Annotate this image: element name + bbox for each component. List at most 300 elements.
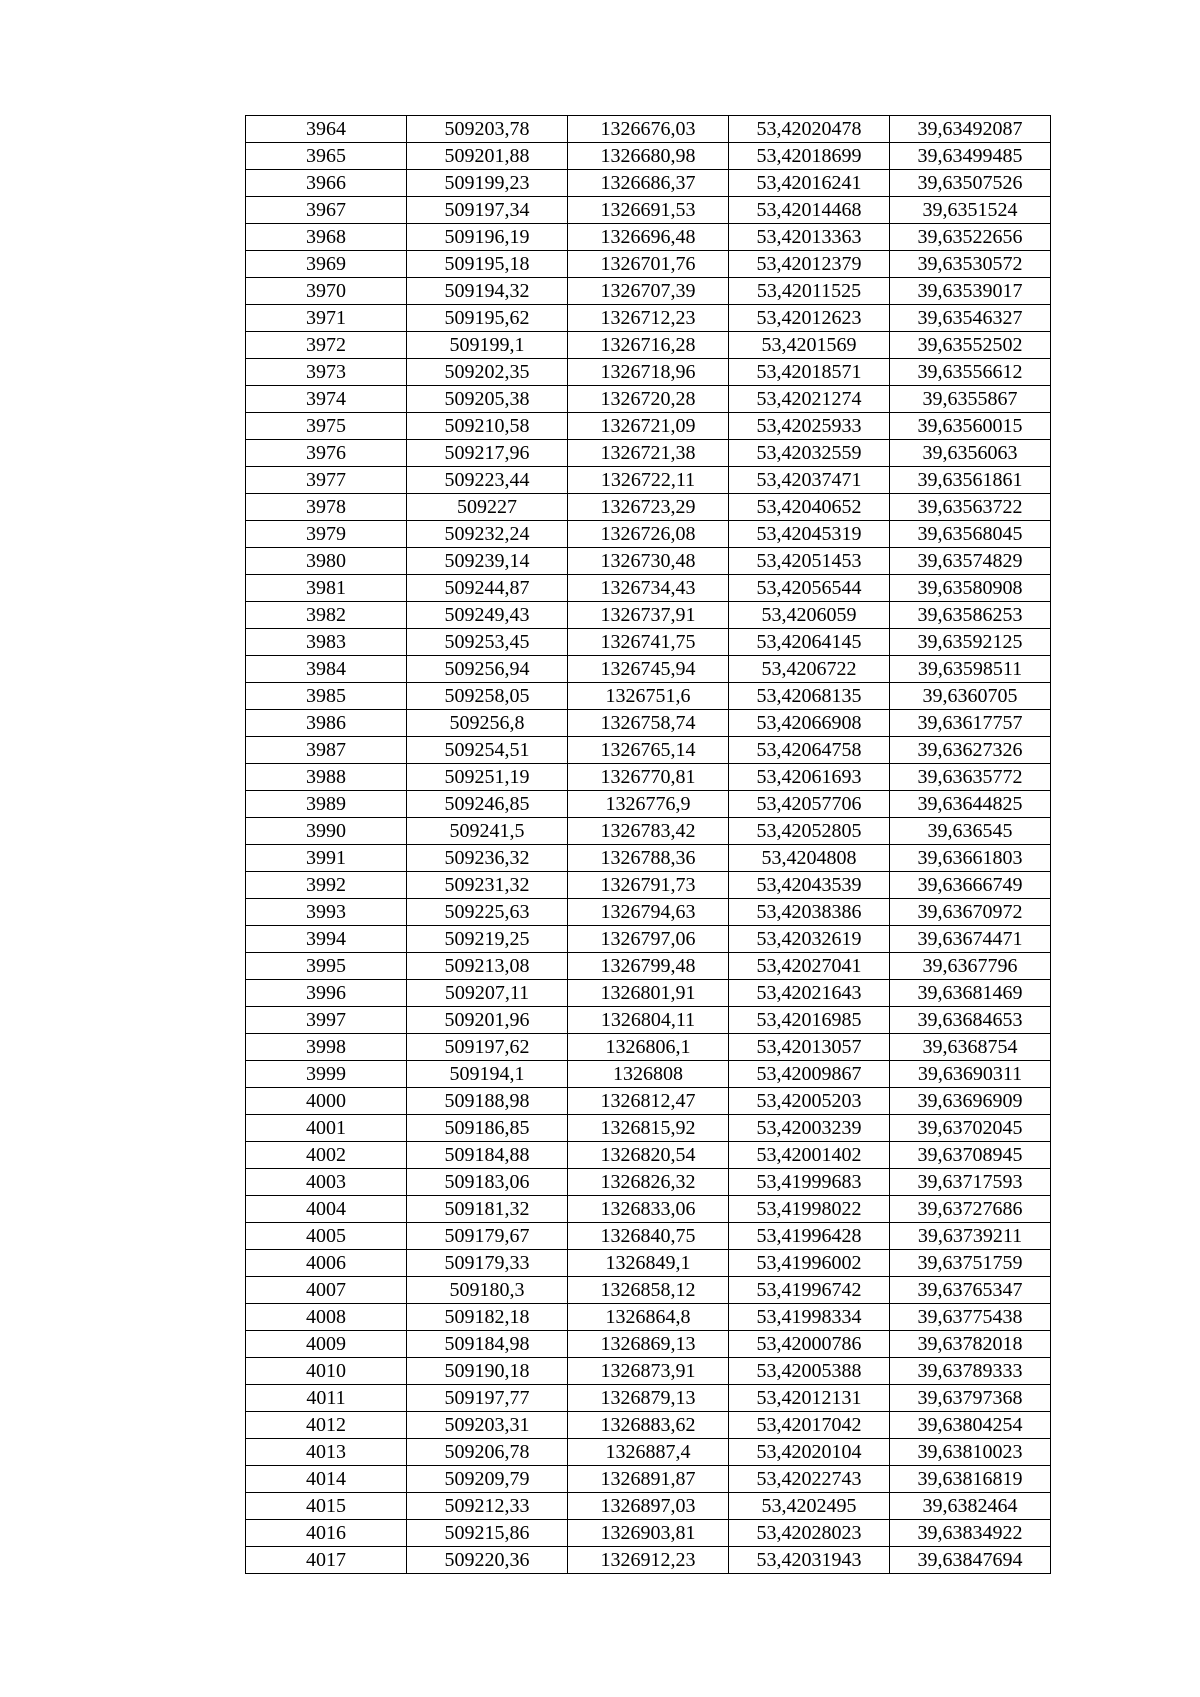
point-number-cell: 4003 <box>246 1169 407 1196</box>
longitude-cell: 39,63580908 <box>890 575 1051 602</box>
x-coordinate-cell: 509194,1 <box>407 1061 568 1088</box>
x-coordinate-cell: 509236,32 <box>407 845 568 872</box>
latitude-cell: 53,42017042 <box>729 1412 890 1439</box>
y-coordinate-cell: 1326869,13 <box>568 1331 729 1358</box>
longitude-cell: 39,63681469 <box>890 980 1051 1007</box>
point-number-cell: 4001 <box>246 1115 407 1142</box>
y-coordinate-cell: 1326720,28 <box>568 386 729 413</box>
point-number-cell: 4016 <box>246 1520 407 1547</box>
table-row <box>246 305 1051 332</box>
y-coordinate-cell: 1326833,06 <box>568 1196 729 1223</box>
longitude-cell: 39,63717593 <box>890 1169 1051 1196</box>
latitude-cell: 53,42032619 <box>729 926 890 953</box>
x-coordinate-cell: 509188,98 <box>407 1088 568 1115</box>
point-number-cell: 3973 <box>246 359 407 386</box>
latitude-cell: 53,42005388 <box>729 1358 890 1385</box>
longitude-cell: 39,6351524 <box>890 197 1051 224</box>
y-coordinate-cell: 1326891,87 <box>568 1466 729 1493</box>
longitude-cell: 39,63684653 <box>890 1007 1051 1034</box>
y-coordinate-cell: 1326721,09 <box>568 413 729 440</box>
y-coordinate-cell: 1326734,43 <box>568 575 729 602</box>
y-coordinate-cell: 1326783,42 <box>568 818 729 845</box>
x-coordinate-cell: 509254,51 <box>407 737 568 764</box>
latitude-cell: 53,42012131 <box>729 1385 890 1412</box>
x-coordinate-cell: 509202,35 <box>407 359 568 386</box>
x-coordinate-cell: 509205,38 <box>407 386 568 413</box>
x-coordinate-cell: 509179,33 <box>407 1250 568 1277</box>
x-coordinate-cell: 509184,98 <box>407 1331 568 1358</box>
table-row <box>246 1061 1051 1088</box>
latitude-cell: 53,41996742 <box>729 1277 890 1304</box>
latitude-cell: 53,42045319 <box>729 521 890 548</box>
latitude-cell: 53,42052805 <box>729 818 890 845</box>
longitude-cell: 39,63810023 <box>890 1439 1051 1466</box>
latitude-cell: 53,42001402 <box>729 1142 890 1169</box>
y-coordinate-cell: 1326716,28 <box>568 332 729 359</box>
point-number-cell: 3972 <box>246 332 407 359</box>
point-number-cell: 3971 <box>246 305 407 332</box>
latitude-cell: 53,42064145 <box>729 629 890 656</box>
y-coordinate-cell: 1326758,74 <box>568 710 729 737</box>
table-row <box>246 494 1051 521</box>
table-row <box>246 332 1051 359</box>
longitude-cell: 39,63661803 <box>890 845 1051 872</box>
longitude-cell: 39,63635772 <box>890 764 1051 791</box>
x-coordinate-cell: 509196,19 <box>407 224 568 251</box>
x-coordinate-cell: 509210,58 <box>407 413 568 440</box>
point-number-cell: 4006 <box>246 1250 407 1277</box>
longitude-cell: 39,63552502 <box>890 332 1051 359</box>
latitude-cell: 53,42068135 <box>729 683 890 710</box>
table-row <box>246 1277 1051 1304</box>
table-row <box>246 818 1051 845</box>
point-number-cell: 3976 <box>246 440 407 467</box>
longitude-cell: 39,63782018 <box>890 1331 1051 1358</box>
table-row <box>246 872 1051 899</box>
table-row <box>246 359 1051 386</box>
y-coordinate-cell: 1326794,63 <box>568 899 729 926</box>
y-coordinate-cell: 1326820,54 <box>568 1142 729 1169</box>
table-row <box>246 683 1051 710</box>
point-number-cell: 4002 <box>246 1142 407 1169</box>
point-number-cell: 3979 <box>246 521 407 548</box>
point-number-cell: 4010 <box>246 1358 407 1385</box>
latitude-cell: 53,42040652 <box>729 494 890 521</box>
table-row <box>246 1196 1051 1223</box>
point-number-cell: 3975 <box>246 413 407 440</box>
point-number-cell: 3965 <box>246 143 407 170</box>
longitude-cell: 39,63563722 <box>890 494 1051 521</box>
point-number-cell: 3986 <box>246 710 407 737</box>
latitude-cell: 53,42066908 <box>729 710 890 737</box>
point-number-cell: 3969 <box>246 251 407 278</box>
point-number-cell: 3980 <box>246 548 407 575</box>
point-number-cell: 4014 <box>246 1466 407 1493</box>
longitude-cell: 39,63816819 <box>890 1466 1051 1493</box>
point-number-cell: 4008 <box>246 1304 407 1331</box>
longitude-cell: 39,63847694 <box>890 1547 1051 1574</box>
x-coordinate-cell: 509249,43 <box>407 602 568 629</box>
point-number-cell: 3970 <box>246 278 407 305</box>
table-row <box>246 440 1051 467</box>
latitude-cell: 53,42009867 <box>729 1061 890 1088</box>
table-row <box>246 899 1051 926</box>
point-number-cell: 3966 <box>246 170 407 197</box>
x-coordinate-cell: 509197,62 <box>407 1034 568 1061</box>
y-coordinate-cell: 1326707,39 <box>568 278 729 305</box>
y-coordinate-cell: 1326737,91 <box>568 602 729 629</box>
y-coordinate-cell: 1326696,48 <box>568 224 729 251</box>
point-number-cell: 3998 <box>246 1034 407 1061</box>
y-coordinate-cell: 1326801,91 <box>568 980 729 1007</box>
point-number-cell: 3968 <box>246 224 407 251</box>
y-coordinate-cell: 1326741,75 <box>568 629 729 656</box>
y-coordinate-cell: 1326718,96 <box>568 359 729 386</box>
longitude-cell: 39,63708945 <box>890 1142 1051 1169</box>
y-coordinate-cell: 1326815,92 <box>568 1115 729 1142</box>
x-coordinate-cell: 509253,45 <box>407 629 568 656</box>
longitude-cell: 39,63560015 <box>890 413 1051 440</box>
longitude-cell: 39,63499485 <box>890 143 1051 170</box>
x-coordinate-cell: 509212,33 <box>407 1493 568 1520</box>
point-number-cell: 4009 <box>246 1331 407 1358</box>
longitude-cell: 39,63670972 <box>890 899 1051 926</box>
x-coordinate-cell: 509258,05 <box>407 683 568 710</box>
table-row <box>246 980 1051 1007</box>
longitude-cell: 39,63561861 <box>890 467 1051 494</box>
x-coordinate-cell: 509219,25 <box>407 926 568 953</box>
point-number-cell: 4004 <box>246 1196 407 1223</box>
latitude-cell: 53,4204808 <box>729 845 890 872</box>
longitude-cell: 39,63586253 <box>890 602 1051 629</box>
point-number-cell: 3984 <box>246 656 407 683</box>
y-coordinate-cell: 1326788,36 <box>568 845 729 872</box>
y-coordinate-cell: 1326770,81 <box>568 764 729 791</box>
x-coordinate-cell: 509241,5 <box>407 818 568 845</box>
latitude-cell: 53,42005203 <box>729 1088 890 1115</box>
longitude-cell: 39,63644825 <box>890 791 1051 818</box>
y-coordinate-cell: 1326680,98 <box>568 143 729 170</box>
table-row <box>246 575 1051 602</box>
longitude-cell: 39,63739211 <box>890 1223 1051 1250</box>
table-row <box>246 1115 1051 1142</box>
latitude-cell: 53,42056544 <box>729 575 890 602</box>
latitude-cell: 53,42057706 <box>729 791 890 818</box>
y-coordinate-cell: 1326730,48 <box>568 548 729 575</box>
coordinates-table-body <box>246 116 1051 1574</box>
x-coordinate-cell: 509197,34 <box>407 197 568 224</box>
point-number-cell: 3992 <box>246 872 407 899</box>
latitude-cell: 53,42014468 <box>729 197 890 224</box>
latitude-cell: 53,42018699 <box>729 143 890 170</box>
table-row <box>246 1223 1051 1250</box>
latitude-cell: 53,42043539 <box>729 872 890 899</box>
x-coordinate-cell: 509206,78 <box>407 1439 568 1466</box>
table-row <box>246 1439 1051 1466</box>
x-coordinate-cell: 509194,32 <box>407 278 568 305</box>
point-number-cell: 4007 <box>246 1277 407 1304</box>
table-row <box>246 548 1051 575</box>
longitude-cell: 39,63574829 <box>890 548 1051 575</box>
latitude-cell: 53,4206059 <box>729 602 890 629</box>
point-number-cell: 3985 <box>246 683 407 710</box>
x-coordinate-cell: 509195,18 <box>407 251 568 278</box>
longitude-cell: 39,63702045 <box>890 1115 1051 1142</box>
x-coordinate-cell: 509213,08 <box>407 953 568 980</box>
longitude-cell: 39,63507526 <box>890 170 1051 197</box>
x-coordinate-cell: 509231,32 <box>407 872 568 899</box>
table-row <box>246 845 1051 872</box>
latitude-cell: 53,41996428 <box>729 1223 890 1250</box>
longitude-cell: 39,63674471 <box>890 926 1051 953</box>
x-coordinate-cell: 509184,88 <box>407 1142 568 1169</box>
point-number-cell: 4013 <box>246 1439 407 1466</box>
table-row <box>246 1520 1051 1547</box>
x-coordinate-cell: 509256,94 <box>407 656 568 683</box>
point-number-cell: 3967 <box>246 197 407 224</box>
y-coordinate-cell: 1326873,91 <box>568 1358 729 1385</box>
x-coordinate-cell: 509179,67 <box>407 1223 568 1250</box>
longitude-cell: 39,6360705 <box>890 683 1051 710</box>
x-coordinate-cell: 509232,24 <box>407 521 568 548</box>
y-coordinate-cell: 1326701,76 <box>568 251 729 278</box>
latitude-cell: 53,42022743 <box>729 1466 890 1493</box>
x-coordinate-cell: 509209,79 <box>407 1466 568 1493</box>
y-coordinate-cell: 1326812,47 <box>568 1088 729 1115</box>
longitude-cell: 39,63598511 <box>890 656 1051 683</box>
point-number-cell: 3983 <box>246 629 407 656</box>
x-coordinate-cell: 509244,87 <box>407 575 568 602</box>
x-coordinate-cell: 509186,85 <box>407 1115 568 1142</box>
table-row <box>246 1466 1051 1493</box>
point-number-cell: 3999 <box>246 1061 407 1088</box>
table-row <box>246 1250 1051 1277</box>
x-coordinate-cell: 509183,06 <box>407 1169 568 1196</box>
latitude-cell: 53,42003239 <box>729 1115 890 1142</box>
point-number-cell: 3988 <box>246 764 407 791</box>
point-number-cell: 3981 <box>246 575 407 602</box>
table-row <box>246 1169 1051 1196</box>
x-coordinate-cell: 509227 <box>407 494 568 521</box>
y-coordinate-cell: 1326887,4 <box>568 1439 729 1466</box>
longitude-cell: 39,63627326 <box>890 737 1051 764</box>
latitude-cell: 53,42031943 <box>729 1547 890 1574</box>
longitude-cell: 39,6367796 <box>890 953 1051 980</box>
point-number-cell: 4015 <box>246 1493 407 1520</box>
y-coordinate-cell: 1326879,13 <box>568 1385 729 1412</box>
latitude-cell: 53,41998022 <box>729 1196 890 1223</box>
point-number-cell: 3978 <box>246 494 407 521</box>
x-coordinate-cell: 509203,31 <box>407 1412 568 1439</box>
y-coordinate-cell: 1326776,9 <box>568 791 729 818</box>
longitude-cell: 39,6368754 <box>890 1034 1051 1061</box>
table-row <box>246 1412 1051 1439</box>
latitude-cell: 53,4202495 <box>729 1493 890 1520</box>
y-coordinate-cell: 1326912,23 <box>568 1547 729 1574</box>
x-coordinate-cell: 509199,1 <box>407 332 568 359</box>
longitude-cell: 39,636545 <box>890 818 1051 845</box>
point-number-cell: 3997 <box>246 1007 407 1034</box>
y-coordinate-cell: 1326691,53 <box>568 197 729 224</box>
point-number-cell: 4000 <box>246 1088 407 1115</box>
table-row <box>246 1304 1051 1331</box>
longitude-cell: 39,63546327 <box>890 305 1051 332</box>
coordinates-table <box>245 115 1051 1574</box>
y-coordinate-cell: 1326686,37 <box>568 170 729 197</box>
point-number-cell: 3987 <box>246 737 407 764</box>
y-coordinate-cell: 1326858,12 <box>568 1277 729 1304</box>
latitude-cell: 53,41998334 <box>729 1304 890 1331</box>
longitude-cell: 39,63492087 <box>890 116 1051 143</box>
longitude-cell: 39,63834922 <box>890 1520 1051 1547</box>
y-coordinate-cell: 1326826,32 <box>568 1169 729 1196</box>
y-coordinate-cell: 1326722,11 <box>568 467 729 494</box>
latitude-cell: 53,42021643 <box>729 980 890 1007</box>
table-row <box>246 1142 1051 1169</box>
x-coordinate-cell: 509180,3 <box>407 1277 568 1304</box>
y-coordinate-cell: 1326864,8 <box>568 1304 729 1331</box>
longitude-cell: 39,63727686 <box>890 1196 1051 1223</box>
y-coordinate-cell: 1326797,06 <box>568 926 729 953</box>
x-coordinate-cell: 509223,44 <box>407 467 568 494</box>
table-row <box>246 926 1051 953</box>
longitude-cell: 39,63690311 <box>890 1061 1051 1088</box>
table-row <box>246 251 1051 278</box>
point-number-cell: 3994 <box>246 926 407 953</box>
x-coordinate-cell: 509220,36 <box>407 1547 568 1574</box>
table-row <box>246 521 1051 548</box>
table-row <box>246 1547 1051 1574</box>
longitude-cell: 39,63592125 <box>890 629 1051 656</box>
table-row <box>246 413 1051 440</box>
longitude-cell: 39,63789333 <box>890 1358 1051 1385</box>
latitude-cell: 53,41996002 <box>729 1250 890 1277</box>
point-number-cell: 3991 <box>246 845 407 872</box>
latitude-cell: 53,42061693 <box>729 764 890 791</box>
point-number-cell: 3989 <box>246 791 407 818</box>
x-coordinate-cell: 509256,8 <box>407 710 568 737</box>
point-number-cell: 3974 <box>246 386 407 413</box>
latitude-cell: 53,42012623 <box>729 305 890 332</box>
table-row <box>246 1493 1051 1520</box>
point-number-cell: 3977 <box>246 467 407 494</box>
y-coordinate-cell: 1326726,08 <box>568 521 729 548</box>
x-coordinate-cell: 509203,78 <box>407 116 568 143</box>
table-row <box>246 170 1051 197</box>
x-coordinate-cell: 509201,88 <box>407 143 568 170</box>
latitude-cell: 53,4206722 <box>729 656 890 683</box>
table-row <box>246 197 1051 224</box>
latitude-cell: 53,42018571 <box>729 359 890 386</box>
table-row <box>246 1007 1051 1034</box>
longitude-cell: 39,63765347 <box>890 1277 1051 1304</box>
longitude-cell: 39,63804254 <box>890 1412 1051 1439</box>
table-row <box>246 116 1051 143</box>
table-row <box>246 386 1051 413</box>
x-coordinate-cell: 509251,19 <box>407 764 568 791</box>
x-coordinate-cell: 509199,23 <box>407 170 568 197</box>
x-coordinate-cell: 509197,77 <box>407 1385 568 1412</box>
x-coordinate-cell: 509207,11 <box>407 980 568 1007</box>
longitude-cell: 39,63530572 <box>890 251 1051 278</box>
longitude-cell: 39,63696909 <box>890 1088 1051 1115</box>
latitude-cell: 53,42016241 <box>729 170 890 197</box>
table-row <box>246 629 1051 656</box>
table-row <box>246 602 1051 629</box>
latitude-cell: 53,42016985 <box>729 1007 890 1034</box>
latitude-cell: 53,42027041 <box>729 953 890 980</box>
x-coordinate-cell: 509201,96 <box>407 1007 568 1034</box>
x-coordinate-cell: 509246,85 <box>407 791 568 818</box>
y-coordinate-cell: 1326897,03 <box>568 1493 729 1520</box>
longitude-cell: 39,63617757 <box>890 710 1051 737</box>
y-coordinate-cell: 1326806,1 <box>568 1034 729 1061</box>
point-number-cell: 4005 <box>246 1223 407 1250</box>
table-row <box>246 710 1051 737</box>
latitude-cell: 53,42038386 <box>729 899 890 926</box>
y-coordinate-cell: 1326799,48 <box>568 953 729 980</box>
point-number-cell: 3990 <box>246 818 407 845</box>
latitude-cell: 53,42037471 <box>729 467 890 494</box>
longitude-cell: 39,63666749 <box>890 872 1051 899</box>
table-row <box>246 953 1051 980</box>
point-number-cell: 3982 <box>246 602 407 629</box>
latitude-cell: 53,42025933 <box>729 413 890 440</box>
y-coordinate-cell: 1326712,23 <box>568 305 729 332</box>
longitude-cell: 39,6356063 <box>890 440 1051 467</box>
y-coordinate-cell: 1326676,03 <box>568 116 729 143</box>
point-number-cell: 3993 <box>246 899 407 926</box>
latitude-cell: 53,4201569 <box>729 332 890 359</box>
table-row <box>246 1331 1051 1358</box>
latitude-cell: 53,41999683 <box>729 1169 890 1196</box>
x-coordinate-cell: 509215,86 <box>407 1520 568 1547</box>
table-row <box>246 737 1051 764</box>
x-coordinate-cell: 509225,63 <box>407 899 568 926</box>
longitude-cell: 39,6355867 <box>890 386 1051 413</box>
y-coordinate-cell: 1326808 <box>568 1061 729 1088</box>
y-coordinate-cell: 1326903,81 <box>568 1520 729 1547</box>
point-number-cell: 4017 <box>246 1547 407 1574</box>
table-row <box>246 764 1051 791</box>
y-coordinate-cell: 1326723,29 <box>568 494 729 521</box>
latitude-cell: 53,42032559 <box>729 440 890 467</box>
x-coordinate-cell: 509182,18 <box>407 1304 568 1331</box>
y-coordinate-cell: 1326849,1 <box>568 1250 729 1277</box>
table-row <box>246 143 1051 170</box>
point-number-cell: 4011 <box>246 1385 407 1412</box>
latitude-cell: 53,42020478 <box>729 116 890 143</box>
latitude-cell: 53,42064758 <box>729 737 890 764</box>
table-row <box>246 1088 1051 1115</box>
table-row <box>246 791 1051 818</box>
y-coordinate-cell: 1326804,11 <box>568 1007 729 1034</box>
latitude-cell: 53,42051453 <box>729 548 890 575</box>
latitude-cell: 53,42020104 <box>729 1439 890 1466</box>
longitude-cell: 39,63568045 <box>890 521 1051 548</box>
longitude-cell: 39,63751759 <box>890 1250 1051 1277</box>
table-row <box>246 467 1051 494</box>
y-coordinate-cell: 1326745,94 <box>568 656 729 683</box>
latitude-cell: 53,42013363 <box>729 224 890 251</box>
longitude-cell: 39,63556612 <box>890 359 1051 386</box>
latitude-cell: 53,42021274 <box>729 386 890 413</box>
latitude-cell: 53,42012379 <box>729 251 890 278</box>
table-row <box>246 1358 1051 1385</box>
x-coordinate-cell: 509190,18 <box>407 1358 568 1385</box>
table-row <box>246 1034 1051 1061</box>
y-coordinate-cell: 1326751,6 <box>568 683 729 710</box>
